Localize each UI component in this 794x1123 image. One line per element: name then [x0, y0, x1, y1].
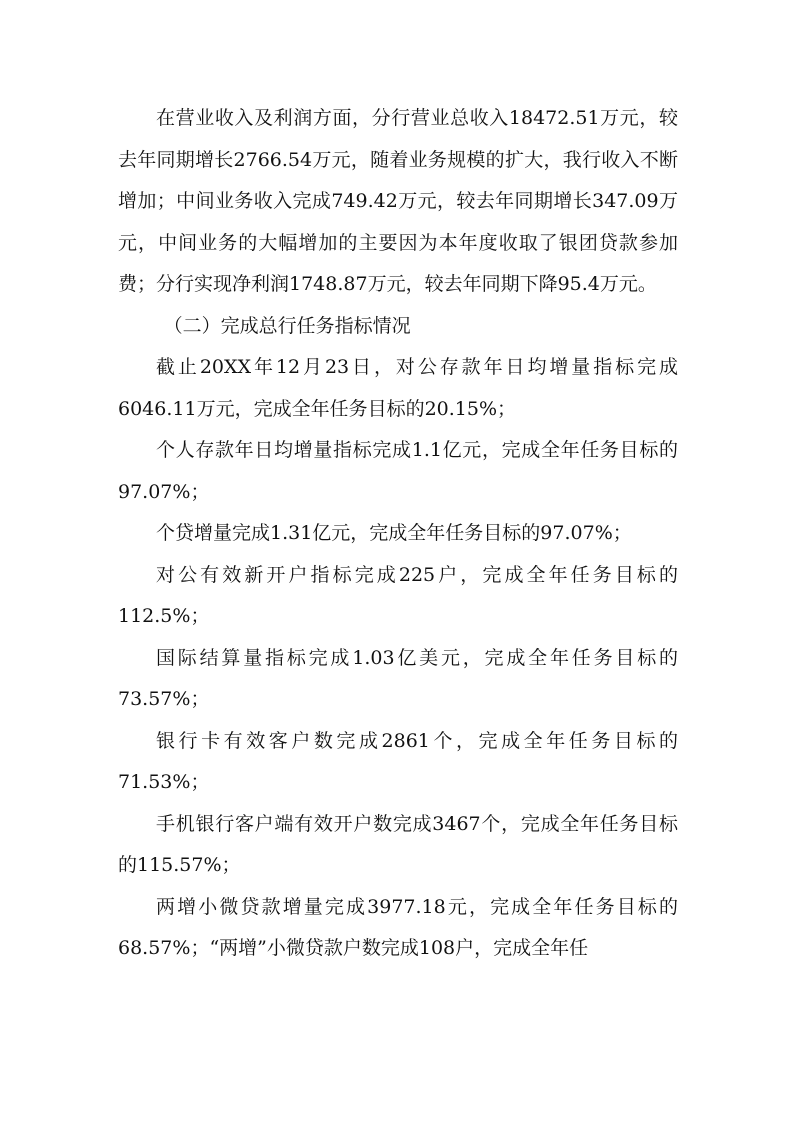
paragraph-personal-deposits: 个人存款年日均增量指标完成1.1亿元，完成全年任务目标的97.07%； — [118, 439, 678, 503]
paragraph-mobile-banking: 手机银行客户端有效开户数完成3467个，完成全年任务目标的115.57%； — [118, 812, 678, 876]
paragraph-revenue-profit: 在营业收入及利润方面，分行营业总收入18472.51万元，较去年同期增长2766.54万元，随着业务规模的扩大，我行收入不断增加；中间业务收入完成749.42万元，较去年同期增长347.09万元，中间业务的大幅增加的主要因为本年度收取了银团贷款参加费；分行实现净利润1748.87万元，较去年同期下降95.4万元。 — [118, 107, 678, 295]
paragraph-new-corporate-accounts: 对公有效新开户指标完成225户，完成全年任务目标的112.5%； — [118, 563, 678, 627]
paragraph-bank-card-customers: 银行卡有效客户数完成2861个，完成全年任务目标的71.53%； — [118, 729, 678, 793]
paragraph-corporate-deposits: 截止20XX年12月23日，对公存款年日均增量指标完成6046.11万元，完成全年任务目标的20.15%； — [118, 356, 678, 420]
paragraph-small-micro-loans: 两增小微贷款增量完成3977.18元，完成全年任务目标的68.57%；“两增”小微贷款户数完成108户，完成全年任 — [118, 895, 678, 959]
document-body — [118, 98, 678, 970]
paragraph-international-settlement: 国际结算量指标完成1.03亿美元，完成全年任务目标的73.57%； — [118, 646, 678, 710]
section-heading-task-indicators: （二）完成总行任务指标情况 — [163, 314, 411, 337]
paragraph-personal-loans: 个贷增量完成1.31亿元，完成全年任务目标的97.07%； — [156, 522, 632, 544]
